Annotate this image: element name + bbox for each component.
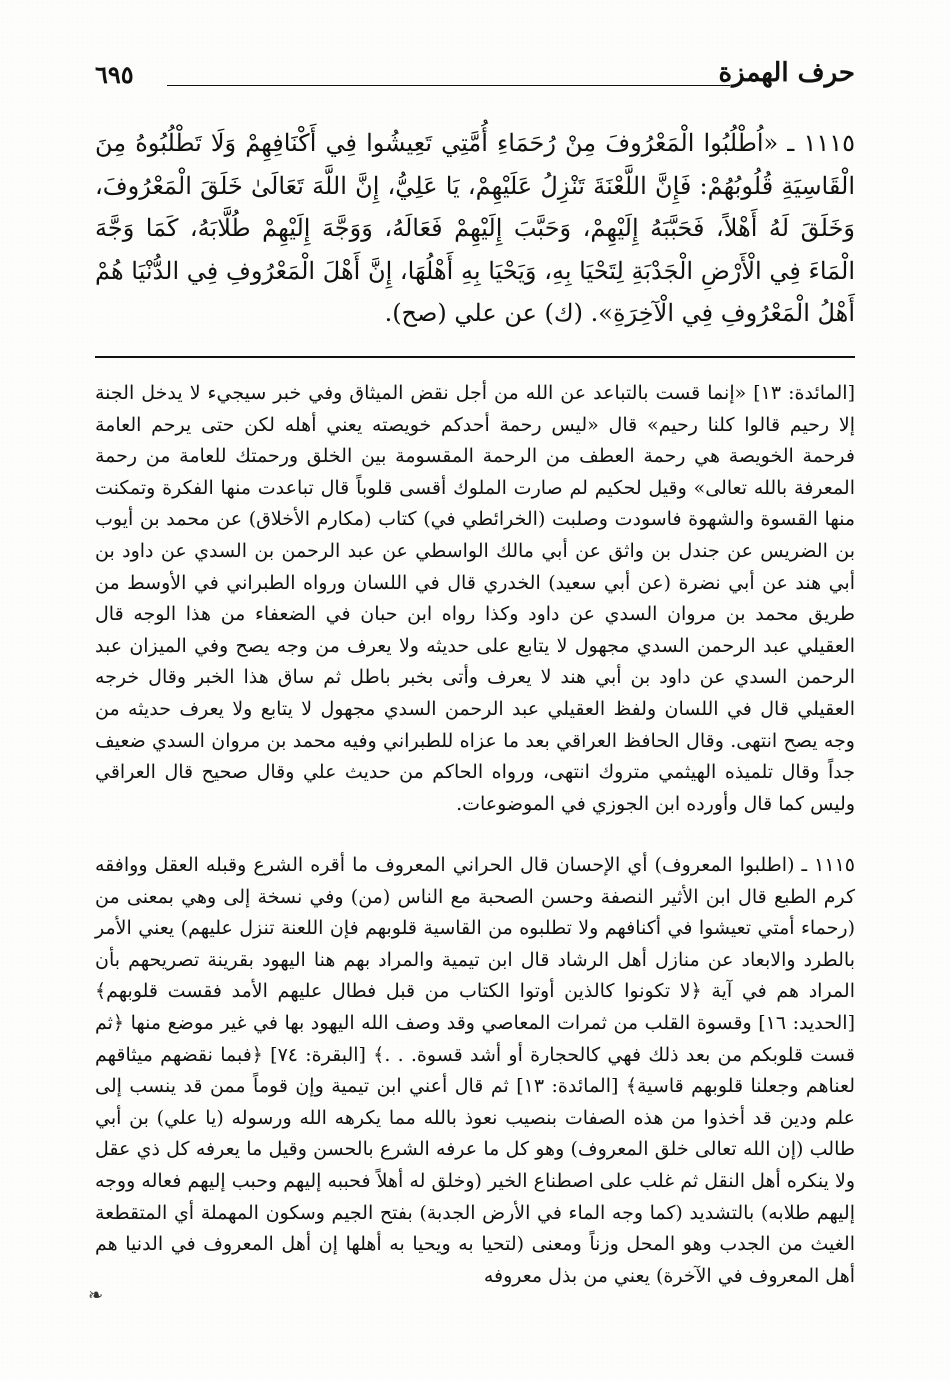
margin-ornament-icon: ❧	[88, 1285, 104, 1306]
chapter-title: حرف الهمزة	[718, 58, 855, 88]
page-header	[95, 58, 855, 98]
commentary-new-entry	[95, 850, 855, 1292]
commentary-paragraph-1115: ١١١٥ ـ (اطلبوا المعروف) أي الإحسان قال الحراني المعروف ما أقره الشرع وقبله العقل ووافقه كرم الطبع قال ابن الأثير النصفة وحسن الصحبة مع الناس (من) وفي نسخة إلى وهي بمعنى من (رحماء أمتي تعيشوا في أكنافهم ولا تطلبوه من القاسية قلوبهم فإن اللعنة تنزل عليهم) يعني الأمر بالطرد والابعاد عن منازل أهل الرشاد قال ابن تيمية والمراد بهم هنا اليهود بقرينة تصريحهم بأن المراد هم في آية ﴿لا تكونوا كالذين أوتوا الكتاب من قبل فطال عليهم الأمد فقست قلوبهم﴾ [الحديد: ١٦] وقسوة القلب من ثمرات المعاصي وقد وصف الله اليهود بها في غير موضع منها ﴿ثم قست قلوبكم من بعد ذلك فهي كالحجارة أو أشد قسوة. . .﴾ [البقرة: ٧٤] ﴿فبما نقضهم ميثاقهم لعناهم وجعلنا قلوبهم قاسية﴾ [المائدة: ١٣] ثم قال أعني ابن تيمية وإن قوماً ممن قد ينسب إلى علم ودين قد أخذوا من هذه الصفات بنصيب نعوذ بالله مما يكرهه الله ورسوله (يا علي) بن أبي طالب (إن الله تعالى خلق المعروف) وهو كل ما عرفه الشرع بالحسن وقيل ما يعرفه كل ذي عقل ولا ينكره أهل النقل ثم غلب على اصطناع الخير (وخلق له أهلاً فحببه إليهم وحبب إليهم فعاله ووجه إليهم طلابه) بالتشديد (كما وجه الماء في الأرض الجدبة) بفتح الجيم وسكون المهملة أي المتقطعة الغيث من الجدب وهو المحل وزناً ومعنى (لتحيا به ويحيا به أهلها إن أهل المعروف في الدنيا هم أهل المعروف في الآخرة) يعني من بذل معروفه	[95, 854, 855, 1287]
commentary-paragraph-continued: [المائدة: ١٣] «إنما قست بالتباعد عن الله من أجل نقض الميثاق وفي خبر سيجيء لا يدخل الجنة إلا رحيم قالوا كلنا رحيم» قال «ليس رحمة أحدكم خويصته يعني أهله لكن حتى يرحم العامة فرحمة الخويصة هي رحمة العطف من الرحمة المقسومة بين الخلق ورحمتك للعامة من رحمة المعرفة بالله تعالى» وقيل لحكيم لم صارت الملوك أقسى قلوباً قال تباعدت منها الفكرة وتمكنت منها القسوة والشهوة فاسودت وصلبت (الخرائطي في) كتاب (مكارم الأخلاق) عن محمد بن أيوب بن الضريس عن جندل بن واثق عن أبي مالك الواسطي عن عبد الرحمن بن السدي عن داود بن أبي هند عن أبي نضرة (عن أبي سعيد) الخدري قال في اللسان ورواه الطبراني في الأوسط من طريق محمد بن مروان السدي عن داود وكذا رواه ابن حبان في الضعفاء من هذا الوجه قال العقيلي عبد الرحمن السدي مجهول لا يتابع على حديثه ولا يعرف من وجه يصح وفي الميزان عبد الرحمن السدي عن داود بن أبي هند لا يعرف وأتى بخبر باطل ثم ساق هذا الخبر وقال خرجه العقيلي قال في اللسان ولفظ العقيلي عبد الرحمن السدي مجهول لا يتابع ولا يعرف حديثه من وجه يصح انتهى. وقال الحافظ العراقي بعد ما عزاه للطبراني وفيه محمد بن مروان السدي ضعيف جداً وقال تلميذه الهيثمي متروك انتهى، ورواه الحاكم من حديث علي وقال صحيح قال العراقي وليس كما قال وأورده ابن الجوزي في الموضوعات.	[95, 382, 855, 815]
section-divider	[95, 356, 855, 358]
header-rule	[167, 85, 730, 86]
commentary-continuation	[95, 378, 855, 820]
hadith-paragraph: ١١١٥ ـ «اُطْلُبُوا الْمَعْرُوفَ مِنْ رُحَمَاءِ أُمَّتِي تَعِيشُوا فِي أَكْنَافِهِمْ وَلَا تَطْلُبُوهُ مِنَ الْقَاسِيَةِ قُلُوبُهُمْ: فَإِنَّ اللَّعْنَةَ تَنْزِلُ عَلَيْهِمْ، يَا عَلِيُّ، إِنَّ اللَّهَ تَعَالَىٰ خَلَقَ الْمَعْرُوفَ، وَخَلَقَ لَهُ أَهْلاً، فَحَبَّبَهُ إِلَيْهِمْ، وَحَبَّبَ إِلَيْهِمْ فَعَالَهُ، وَوَجَّهَ إِلَيْهِمْ طُلَّابَهُ، كَمَا وَجَّهَ الْمَاءَ فِي الْأَرْضِ الْجَدْبَةِ لِتَحْيَا بِهِ، وَيَحْيَا بِهِ أَهْلُهَا، إِنَّ أَهْلَ الْمَعْرُوفِ فِي الدُّنْيَا هُمْ أَهْلُ الْمَعْرُوفِ فِي الْآخِرَةِ». (ك) عن علي (صح).	[95, 129, 855, 327]
page-number: ٦٩٥	[95, 60, 134, 89]
hadith-text-block	[95, 122, 855, 335]
